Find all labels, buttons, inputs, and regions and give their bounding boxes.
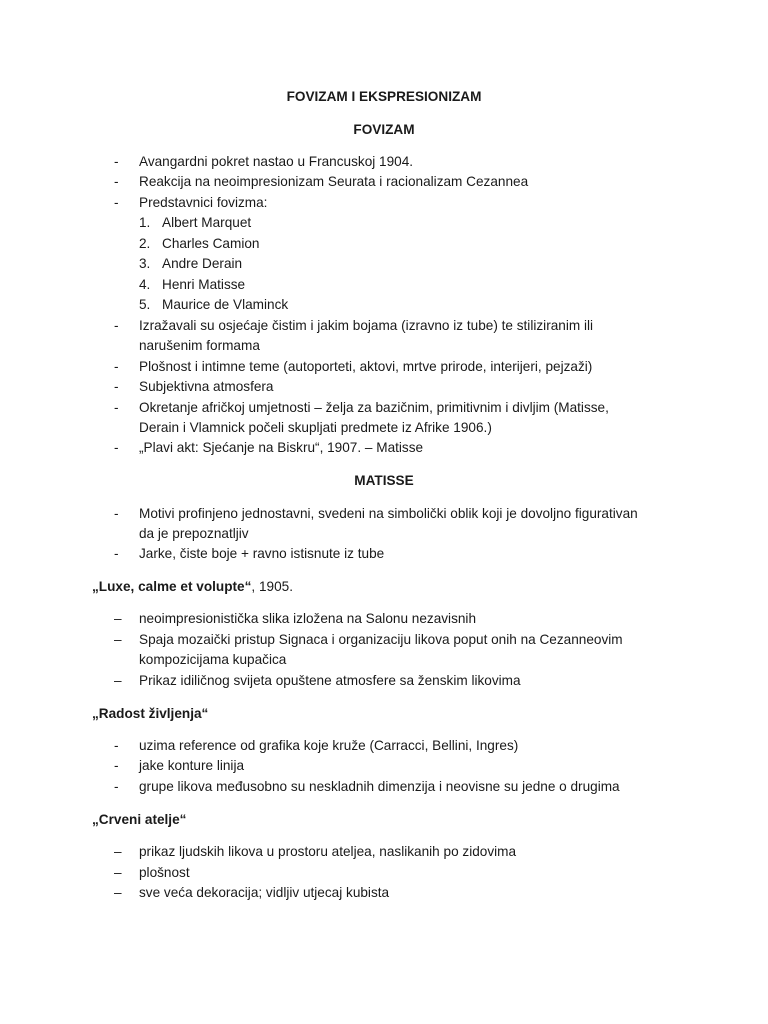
list-item: grupe likova međusobno su neskladnih dimenzija i neovisne su jedne o drugima	[139, 779, 620, 794]
artist-number: 2.	[139, 236, 151, 251]
artist-number: 4.	[139, 277, 151, 292]
artist-name: Henri Matisse	[162, 277, 246, 292]
list-item: prikaz ljudskih likova u prostoru ateljea, naslikanih po zidovima	[139, 844, 517, 859]
bullet-dash: –	[114, 865, 122, 880]
bullet-dash: -	[114, 758, 119, 773]
bullet-dash: -	[114, 546, 119, 561]
list-item: Avangardni pokret nastao u Francuskoj 1904.	[139, 154, 414, 169]
list-item: „Plavi akt: Sjećanje na Biskru“, 1907. – Matisse	[139, 440, 424, 455]
bullet-dash: -	[114, 174, 119, 189]
bullet-dash: -	[114, 440, 119, 455]
list-item: neoimpresionistička slika izložena na Salonu nezavisnih	[139, 611, 477, 626]
work-title: „Crveni atelje“	[92, 812, 187, 827]
artist-number: 5.	[139, 297, 151, 312]
work-heading	[92, 577, 293, 597]
list-item-continuation: Derain i Vlamnick počeli skupljati predmete iz Afrike 1906.)	[139, 420, 492, 435]
list-item: Predstavnici fovizma:	[139, 195, 268, 210]
list-item-continuation: da je prepoznatljiv	[139, 526, 249, 541]
artist-name: Maurice de Vlaminck	[162, 297, 289, 312]
bullet-dash: –	[114, 611, 122, 626]
list-item-continuation: narušenim formama	[139, 338, 260, 353]
work-title: „Luxe, calme et volupte“	[92, 579, 252, 594]
artist-number: 3.	[139, 256, 151, 271]
list-item: Spaja mozaički pristup Signaca i organizaciju likova poput onih na Cezanneovim	[139, 632, 623, 647]
bullet-dash: -	[114, 318, 119, 333]
list-item: plošnost	[139, 865, 190, 880]
list-item: uzima reference od grafika koje kruže (Carracci, Bellini, Ingres)	[139, 738, 519, 753]
bullet-dash: -	[114, 400, 119, 415]
list-item: jake konture linija	[139, 758, 245, 773]
artist-number: 1.	[139, 215, 151, 230]
artist-name: Charles Camion	[162, 236, 260, 251]
list-item: sve veća dekoracija; vidljiv utjecaj kubista	[139, 885, 390, 900]
bullet-dash: -	[114, 379, 119, 394]
list-item-continuation: kompozicijama kupačica	[139, 652, 287, 667]
bullet-dash: -	[114, 779, 119, 794]
bullet-dash: -	[114, 506, 119, 521]
list-item: Reakcija na neoimpresionizam Seurata i racionalizam Cezannea	[139, 174, 529, 189]
bullet-dash: –	[114, 844, 122, 859]
bullet-dash: -	[114, 195, 119, 210]
bullet-dash: –	[114, 673, 122, 688]
bullet-dash: –	[114, 632, 122, 647]
section-heading-fovizam: FOVIZAM	[353, 122, 415, 137]
artist-name: Albert Marquet	[162, 215, 252, 230]
list-item: Okretanje afričkoj umjetnosti – želja za bazičnim, primitivnim i divljim (Matisse,	[139, 400, 609, 415]
list-item: Izražavali su osjećaje čistim i jakim bojama (izravno iz tube) te stiliziranim ili	[139, 318, 594, 333]
document-title: FOVIZAM I EKSPRESIONIZAM	[286, 89, 482, 104]
section-heading-matisse: MATISSE	[354, 473, 414, 488]
bullet-dash: -	[114, 154, 119, 169]
bullet-dash: -	[114, 359, 119, 374]
list-item: Prikaz idiličnog svijeta opuštene atmosfere sa ženskim likovima	[139, 673, 521, 688]
bullet-dash: –	[114, 885, 122, 900]
list-item: Plošnost i intimne teme (autoporteti, aktovi, mrtve prirode, interijeri, pejzaži)	[139, 359, 593, 374]
list-item: Motivi profinjeno jednostavni, svedeni na simbolički oblik koji je dovoljno figurativan	[139, 506, 638, 521]
list-item: Subjektivna atmosfera	[139, 379, 274, 394]
artist-name: Andre Derain	[162, 256, 243, 271]
bullet-dash: -	[114, 738, 119, 753]
list-item: Jarke, čiste boje + ravno istisnute iz tube	[139, 546, 385, 561]
work-year: , 1905.	[251, 579, 293, 594]
work-title: „Radost življenja“	[92, 706, 209, 721]
